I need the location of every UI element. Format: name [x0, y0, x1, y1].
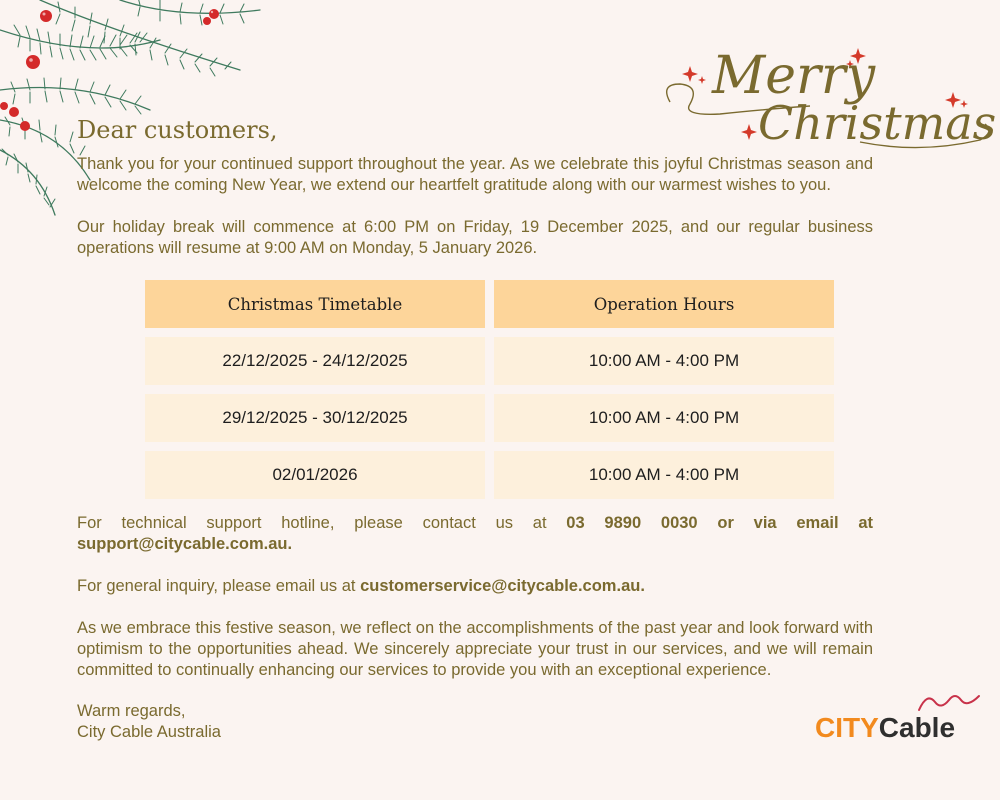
timetable-header-dates: Christmas Timetable	[145, 280, 485, 328]
logo-wordmark	[815, 712, 955, 744]
intro-paragraph-holiday-break: Our holiday break will commence at 6:00 PM on Friday, 19 December 2025, and our regular business operations will resume at 9:00 AM on Monday, 5 January 2026.	[77, 218, 873, 257]
greeting-heading: Dear customers,	[77, 116, 278, 144]
logo-cable-text: Cable	[878, 712, 956, 743]
timetable-date-cell: 02/01/2026	[145, 451, 485, 499]
warm-regards-text: Warm regards,	[77, 702, 186, 720]
inquiry-contact-paragraph	[77, 576, 873, 597]
table-row	[145, 451, 834, 499]
signoff	[77, 701, 221, 743]
signature-text: City Cable Australia	[77, 723, 221, 741]
timetable-date-cell: 22/12/2025 - 24/12/2025	[145, 337, 485, 385]
timetable-hours-cell: 10:00 AM - 4:00 PM	[494, 337, 834, 385]
timetable-header-row	[145, 280, 834, 328]
timetable-header-hours: Operation Hours	[494, 280, 834, 328]
merry-christmas-decoration	[660, 44, 995, 162]
timetable-date-cell: 29/12/2025 - 30/12/2025	[145, 394, 485, 442]
support-phone-email[interactable]: 03 9890 0030 or via email at support@citycable.com.au.	[77, 514, 873, 553]
support-contact-paragraph	[77, 513, 873, 555]
logo-city-text: CITY	[815, 712, 879, 743]
merry-script-text: Merry	[712, 46, 876, 106]
table-row	[145, 394, 834, 442]
customer-service-email[interactable]: customerservice@citycable.com.au.	[360, 577, 645, 595]
christmas-timetable	[145, 280, 834, 508]
table-row	[145, 337, 834, 385]
timetable-hours-cell: 10:00 AM - 4:00 PM	[494, 394, 834, 442]
closing-paragraph: As we embrace this festive season, we reflect on the accomplishments of the past year and look forward with optimism to the opportunities ahead. We sincerely appreciate your trust in our services, and we will remain committed to continually enhancing our services to provide you with an exceptional experience.	[77, 619, 873, 679]
intro-paragraph-thanks: Thank you for your continued support throughout the year. As we celebrate this joyful Christmas season and welcome the coming New Year, we extend our heartfelt gratitude along with our warmest wishes to you.	[77, 155, 873, 194]
timetable-hours-cell: 10:00 AM - 4:00 PM	[494, 451, 834, 499]
citycable-logo	[815, 688, 985, 748]
christmas-script-text: Christmas	[758, 96, 997, 150]
support-contact-text: For technical support hotline, please contact us at	[77, 514, 567, 532]
inquiry-contact-text: For general inquiry, please email us at	[77, 577, 361, 595]
